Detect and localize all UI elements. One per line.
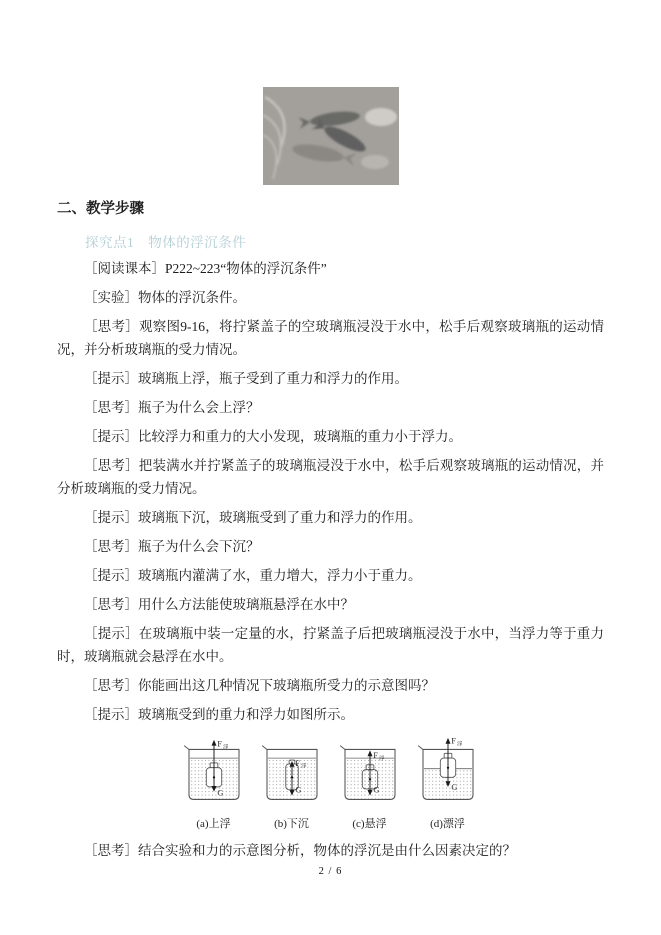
beaker-spout (418, 746, 423, 750)
beaker-float-up (180, 736, 248, 831)
paragraph-think: ［思考］观察图9-16，将拧紧盖子的空玻璃瓶浸没于水中，松手后观察玻璃瓶的运动情况，并分析玻璃瓶的受力情况。 (57, 319, 604, 357)
buoyancy-label-subscript: 浮 (300, 763, 306, 770)
force-point (368, 778, 370, 780)
beaker-suspend (336, 736, 404, 831)
paragraph-hint: ［提示］玻璃瓶受到的重力和浮力如图所示。 (84, 707, 354, 722)
beaker-caption: (d)漂浮 (430, 818, 465, 830)
beaker-svg (258, 736, 326, 811)
paragraph-hint: ［提示］在玻璃瓶中装一定量的水，拧紧盖子后把玻璃瓶浸没于水中，当浮力等于重力时，玻璃瓶就会悬浮在水中。 (57, 626, 604, 664)
beaker-spout (340, 746, 345, 750)
beaker-drawing-d (414, 736, 482, 816)
beaker-svg (414, 736, 482, 811)
beaker-caption: (b)下沉 (274, 818, 309, 830)
gravity-label: G (450, 782, 457, 792)
paragraph-hint: ［提示］玻璃瓶上浮，瓶子受到了重力和浮力的作用。 (84, 371, 408, 386)
paragraph-read-textbook: ［阅读课本］P222~223“物体的浮沉条件” (84, 261, 327, 276)
buoyancy-label-subscript: 浮 (222, 744, 228, 751)
force-point (446, 767, 448, 769)
page-number: 2 / 6 (318, 866, 343, 877)
buoyancy-label-subscript: 浮 (456, 741, 462, 748)
explore-point-heading: 探究点1 物体的浮沉条件 (85, 235, 247, 250)
paragraph-experiment: ［实验］物体的浮沉条件。 (84, 290, 246, 305)
beaker-svg (180, 736, 248, 811)
buoyancy-label-subscript: 浮 (378, 756, 384, 763)
force-point (290, 776, 292, 778)
beaker-caption: (a)上浮 (196, 818, 231, 830)
buoyancy-label: F (294, 758, 300, 768)
gravity-label: G (372, 785, 379, 795)
buoyancy-label: F (216, 739, 222, 749)
buoyancy-arrowhead (211, 740, 216, 746)
buoyancy-force-diagram (0, 736, 661, 831)
buoyancy-label: F (450, 736, 456, 746)
beaker-drawing-b (258, 736, 326, 816)
beaker-caption: (c)悬浮 (352, 818, 387, 830)
light-patch (365, 108, 397, 126)
buoyancy-label: F (372, 751, 378, 761)
buoyancy-arrowhead (367, 750, 372, 756)
paragraph-think: ［思考］你能画出这几种情况下玻璃瓶所受力的示意图吗？ (84, 678, 435, 693)
beaker-drift (414, 736, 482, 831)
beaker-svg (336, 736, 404, 811)
beaker-spout (262, 746, 267, 750)
paragraph-think: ［思考］瓶子为什么会上浮？ (84, 400, 260, 415)
force-point (212, 776, 214, 778)
light-patch (361, 155, 389, 169)
beaker-drawing-a (180, 736, 248, 816)
buoyancy-arrowhead (445, 738, 450, 744)
gravity-label: G (294, 785, 301, 795)
fish-underwater-photo (263, 87, 399, 185)
paragraph-think: ［思考］把装满水并拧紧盖子的玻璃瓶浸没于水中，松手后观察玻璃瓶的运动情况，并分析玻璃瓶的受力情况。 (57, 458, 604, 496)
document-body (57, 257, 604, 726)
paragraph-hint: ［提示］比较浮力和重力的大小发现，玻璃瓶的重力小于浮力。 (84, 429, 462, 444)
gravity-label: G (216, 788, 223, 798)
fish-photo-graphic (263, 87, 399, 185)
paragraph-think: ［思考］用什么方法能使玻璃瓶悬浮在水中？ (84, 597, 354, 612)
section-heading: 二、教学步骤 (57, 201, 144, 217)
paragraph-think: ［思考］瓶子为什么会下沉？ (84, 539, 260, 554)
paragraph-hint: ［提示］玻璃瓶下沉，玻璃瓶受到了重力和浮力的作用。 (84, 510, 422, 525)
paragraph-final-think: ［思考］结合实验和力的示意图分析，物体的浮沉是由什么因素决定的？ (84, 843, 516, 858)
closing-block (57, 839, 604, 862)
beaker-sink (258, 736, 326, 831)
paragraph-hint: ［提示］玻璃瓶内灌满了水，重力增大，浮力小于重力。 (84, 568, 422, 583)
beaker-drawing-c (336, 736, 404, 816)
beaker-spout (184, 746, 189, 750)
